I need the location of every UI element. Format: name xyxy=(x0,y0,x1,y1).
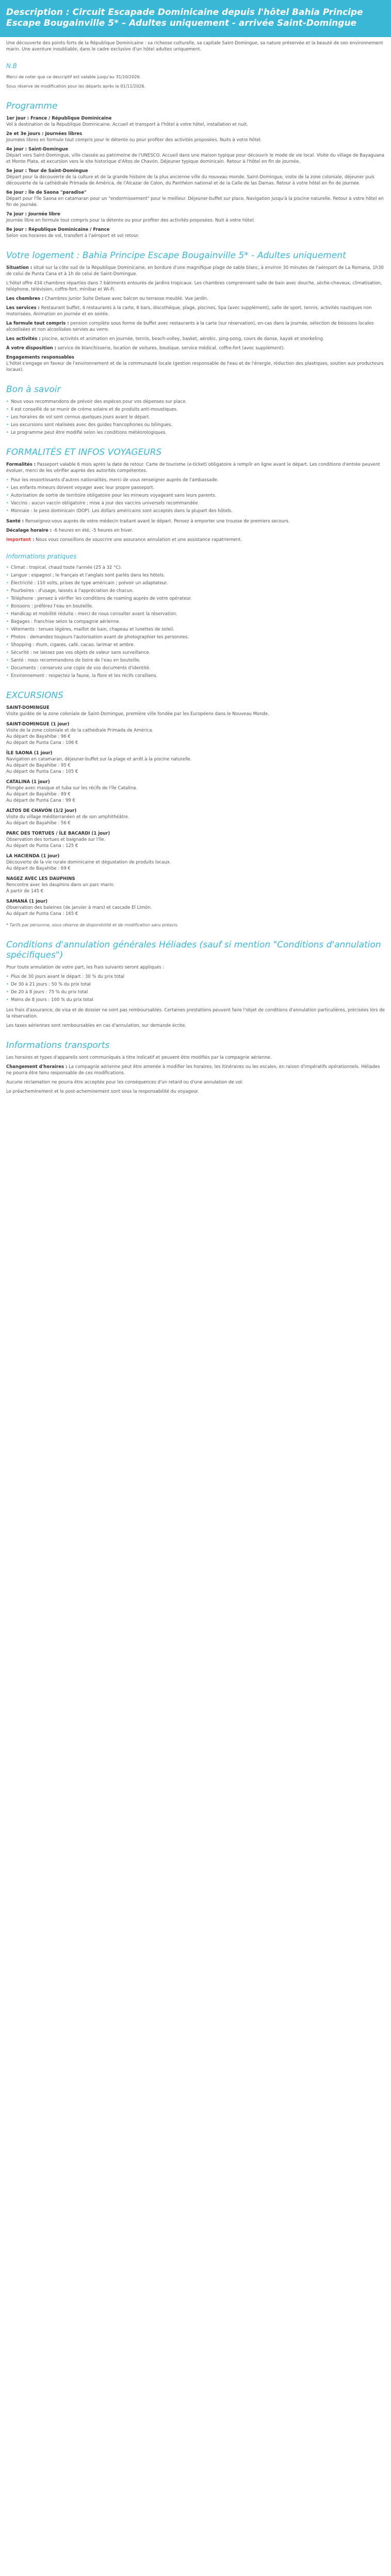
day-text: Selon vos horaires de vol, transfert à l'aéroport et vol retour. xyxy=(6,233,139,239)
transport-text-3: Le préacheminement et le post-acheminement sont sous la responsabilité du voyageur. xyxy=(6,1089,199,1094)
formula-label: La formule tout compris : xyxy=(6,321,69,326)
excursion-line: Au départ de Bayahibe : 89 € xyxy=(6,792,71,797)
bullet-icon: • xyxy=(6,430,9,435)
list-item: • Téléphone : pensez à vérifier les conditions de roaming auprès de votre opérateur. xyxy=(6,596,192,601)
excursions-heading: EXCURSIONS xyxy=(6,690,63,701)
excursion-line: Au départ de Bayahibe : 96 € xyxy=(6,734,71,739)
day-text: Départ pour l'île Saona en catamaran pour un "endormissement" pour le meilleur. Déjeuner-buffet sur place. Navigation jusqu'à la piscine naturelle. Retour à votre hôtel en fin de journée. xyxy=(6,196,384,208)
excursion-line: Au départ de Punta Cana : 125 € xyxy=(6,843,78,849)
day-item xyxy=(6,190,385,208)
excursion-item xyxy=(6,831,385,849)
day-item xyxy=(6,168,385,187)
excursion-line: Au départ de Punta Cana : 106 € xyxy=(6,740,78,745)
activities-text: piscine, activités et animation en journée, tennis, beach-volley, basket, aérobic, ping-pong, cours de danse, kayak et snorkeling. xyxy=(42,336,324,342)
page xyxy=(0,0,391,1129)
bullet-icon: • xyxy=(6,612,9,617)
excursion-item xyxy=(6,899,385,917)
excursion-line: Plongée avec masque et tuba sur les récifs de l'île Catalina. xyxy=(6,786,138,791)
excursion-line: Au départ de Bayahibe : 69 € xyxy=(6,866,71,871)
intro-text: Une découverte des points forts de la République Dominicaine : sa richesse culturelle, sa capitale Saint-Domingue, sa nature préservée et la beauté de son environnement marin. Une aventure inoubliable, dans le cadre exclusive d'un hôtel adultes uniquement. xyxy=(6,41,383,52)
timezone-label: Décalage horaire : xyxy=(6,528,52,533)
bullet-icon: • xyxy=(6,509,9,514)
excursion-line: Au départ de Bayahibe : 95 € xyxy=(6,763,71,768)
day-item xyxy=(6,115,385,128)
transport-heading: Informations transports xyxy=(6,1040,110,1050)
excursions-intro-label: SAINT-DOMINGUE xyxy=(6,705,50,710)
excursion-line: Au départ de Punta Cana : 165 € xyxy=(6,911,78,917)
transport-text-2: Aucune réclamation ne pourra être acceptée pour les conséquences d'un retard ou d'une annulation de vol. xyxy=(6,1080,243,1085)
excursions-intro-text: Visite guidée de la zone coloniale de Saint-Domingue, première ville fondée par les Européens dans le Nouveau Monde. xyxy=(6,711,269,717)
bullet-icon: • xyxy=(6,604,9,609)
rooms-text: Chambres Junior Suite Deluxe avec balcon ou terrasse meublé. Vue jardin. xyxy=(45,296,208,301)
list-item: • Environnement : respectez la faune, la flore et les récifs coralliens. xyxy=(6,673,158,679)
excursion-note: * Tarifs par personne, sous réserve de disponibilité et de modification sans préavis. xyxy=(6,923,179,927)
health-label: Santé : xyxy=(6,519,24,524)
excursion-title: SAINT-DOMINGUE (1 jour) xyxy=(6,722,70,727)
formalities-label: Formalités : xyxy=(6,462,36,467)
excursion-item xyxy=(6,876,385,894)
bullet-icon: • xyxy=(6,415,9,420)
list-item: • Nous vous recommandons de prévoir des espèces pour vos dépenses sur place. xyxy=(6,399,187,404)
excursion-title: CATALINA (1 jour) xyxy=(6,779,50,785)
practical-info-heading: Informations pratiques xyxy=(6,553,77,560)
list-item: • Moins de 8 jours : 100 % du prix total xyxy=(6,997,93,1003)
day-text: Départ pour la découverte de la culture et de la grande histoire de la plus ancienne ville du nouveau monde. Saint-Domingue, visite de la zone coloniale, déjeuner puis découverte de la cathédrale Primada de América, de l'Alcazar de Colon, du Panthéon national et de la Calle de las Damas. Retour à votre hôtel en fin de journée. xyxy=(6,175,374,186)
excursion-line: Navigation en catamaran, déjeuner-buffet sur la plage et arrêt à la piscine naturelle. xyxy=(6,757,192,762)
excursion-line: Visite de la zone coloniale et de la cathédrale Primada de América. xyxy=(6,728,154,733)
list-item: • Vêtements : tenues légères, maillot de bain, chapeau et lunettes de soleil. xyxy=(6,627,174,632)
bullet-icon: • xyxy=(6,485,9,490)
good-to-know-heading: Bon à savoir xyxy=(6,384,61,395)
bullet-icon: • xyxy=(6,399,9,404)
conditions-intro: Pour toute annulation de votre part, les frais suivants seront appliqués : xyxy=(6,965,165,970)
activities-label: Les activités : xyxy=(6,336,41,342)
conditions-text: Les frais d'assurance, de visa et de dossier ne sont pas remboursables. Certaines prestations peuvent faire l'objet de conditions d'annulation particulières, précisées lors de la réservation. xyxy=(6,1008,385,1019)
bullet-icon: • xyxy=(6,478,9,483)
day-text: Départ vers Saint-Domingue, ville classée au patrimoine de l'UNESCO. Accueil dans une maison typique pour découvrir le mode de vie local. Visite du village de Bayaguana et Monte Plata, et excursion vers le site historique d'Altos de Chavón. Déjeuner typique dominicain. Retour à l'hôtel en fin de journée. xyxy=(6,153,385,164)
bullet-icon: • xyxy=(6,422,9,428)
situation-text: situé sur la côte sud de la République Dominicaine, en bordure d'une magnifique plage de sable blanc, à environ 30 minutes de l'aéroport de La Romana, 1h30 de celui de Punta Cana et à 1h de celui de Saint-Domingue. xyxy=(6,265,384,277)
nb-text-1: Merci de noter que ce descriptif est valable jusqu'au 31/10/2026. xyxy=(6,75,141,79)
formalities-heading: FORMALITÉS ET INFOS VOYAGEURS xyxy=(6,447,162,457)
excursion-line: Au départ de Punta Cana : 105 € xyxy=(6,769,78,774)
list-item: • Les excursions sont réalisées avec des guides francophones ou bilingues. xyxy=(6,422,173,428)
list-item: • Vaccins : aucun vaccin obligatoire ; mise à jour des vaccins universels recommandée. xyxy=(6,501,200,506)
engagement-text: L'hôtel s'engage en faveur de l'environnement et de la communauté locale (gestion responsable de l'eau et de l'énergie, réduction des plastiques, soutien aux producteurs locaux). xyxy=(6,361,384,372)
bullet-icon: • xyxy=(6,573,9,578)
day-item xyxy=(6,227,385,239)
list-item: • De 30 à 21 jours : 50 % du prix total xyxy=(6,982,91,987)
excursion-line: Visite du village méditerranéen et de son amphithéâtre. xyxy=(6,815,129,820)
excursion-title: ÎLE SAONA (1 jour) xyxy=(6,751,53,756)
bullet-icon: • xyxy=(6,673,9,679)
formalities-text: Passeport valable 6 mois après la date de retour. Carte de tourisme (e-ticket) obligatoire à remplir en ligne avant le départ. Les conditions d'entrée peuvent évoluer, merci de les vérifier auprès des autorités compétentes. xyxy=(6,462,380,473)
bullet-icon: • xyxy=(6,635,9,640)
list-item: • Sécurité : ne laissez pas vos objets de valeur sans surveillance. xyxy=(6,650,151,655)
bullet-icon: • xyxy=(6,650,9,655)
excursion-line: Observation des baleines (de janvier à mars) et cascade El Limón. xyxy=(6,905,152,910)
day-text: Journée libre en formule tout compris pour la détente ou pour profiter des activités proposées. Nuit à votre hôtel. xyxy=(6,218,255,223)
list-item: • Le programme peut être modifié selon les conditions météorologiques. xyxy=(6,430,167,435)
main-content xyxy=(0,40,391,1095)
conditions-list xyxy=(6,974,385,1003)
bullet-icon: • xyxy=(6,974,9,979)
excursion-title: ALTOS DE CHAVÓN (1/2 jour) xyxy=(6,808,77,814)
list-item: • Climat : tropical, chaud toute l'année (25 à 32 °C). xyxy=(6,565,122,570)
excursion-title: NAGEZ AVEC LES DAUPHINS xyxy=(6,876,75,882)
day-label: 7e jour : Journée libre xyxy=(6,212,60,217)
excursion-item xyxy=(6,750,385,775)
nb-title: N.B xyxy=(6,62,18,70)
day-label: 2e et 3e jours : Journées libres xyxy=(6,131,83,137)
formula-text: pension complète sous forme de buffet avec restaurants à la carte (sur réservation), en-cas dans la journée, sélection de boissons locales alcoolisées et non alcoolisées servies au verre. xyxy=(6,321,374,332)
schedule-change-text: La compagnie aérienne peut être amenée à modifier les horaires, les itinéraires ou les escales, en raison d'impératifs opérationnels. Héliades ne pourra être tenu responsable de ces modifications. xyxy=(6,1064,380,1076)
day-item xyxy=(6,146,385,165)
page-title: Description : Circuit Escapade Dominicaine depuis l'hôtel Bahia Principe Escape Bougainville 5* – Adultes uniquement - arrivée Saint-Domingue xyxy=(6,7,363,28)
excursion-title: LA HACIENDA (1 jour) xyxy=(6,854,60,859)
bullet-icon: • xyxy=(6,627,9,632)
day-text: Vol à destination de la République Dominicaine. Accueil et transport à l'hôtel à votre hôtel, installation et nuit. xyxy=(6,122,248,127)
important-text: Nous vous conseillons de souscrire une assurance annulation et une assistance rapatriement. xyxy=(36,537,242,543)
services-label: Les services : xyxy=(6,306,40,311)
rooms-label: Les chambres : xyxy=(6,296,44,301)
list-item: • Pourboires : d'usage, laissés à l'appréciation de chacun. xyxy=(6,588,134,594)
programme-days xyxy=(6,115,385,239)
list-item: • De 20 à 8 jours : 75 % du prix total xyxy=(6,990,88,995)
list-item: • Électricité : 110 volts, prises de type américain ; prévoir un adaptateur. xyxy=(6,581,168,586)
excursion-title: PARC DES TORTUES / ÎLE BACARDI (1 jour) xyxy=(6,831,110,836)
bullet-icon: • xyxy=(6,407,9,412)
bullet-icon: • xyxy=(6,997,9,1003)
situation-label: Situation : xyxy=(6,265,32,270)
services-text: Restaurant buffet, 4 restaurants à la carte, 6 bars, discothèque, plage, piscines, Spa (avec supplément), salle de sport, tennis, activités nautiques non motorisées. Animation en journée et en soirée. xyxy=(6,306,372,317)
bullet-icon: • xyxy=(6,642,9,648)
day-label: 8e jour : République Dominicaine / France xyxy=(6,227,110,232)
hotel-desc: L'hôtel offre 434 chambres réparties dans 7 bâtiments entourés de jardins tropicaux. Les chambres comprennent salle de bain avec douche, sèche-cheveux, climatisation, téléphone, télévision, coffre-fort, minibar et Wi-Fi. xyxy=(6,281,382,292)
day-text: Journées libres en formule tout compris pour le détente ou pour profiter des activités proposées. Nuits à votre hôtel. xyxy=(6,138,262,143)
bullet-icon: • xyxy=(6,982,9,987)
conditions-heading: Conditions d'annulation générales Héliades (sauf si mention "Conditions d'annulation spécifiques") xyxy=(6,940,381,960)
bullet-icon: • xyxy=(6,565,9,570)
excursion-title: SAMANÁ (1 jour) xyxy=(6,899,48,904)
bullet-icon: • xyxy=(6,501,9,506)
excursion-line: Au départ de Punta Cana : 99 € xyxy=(6,798,75,803)
day-label: 4e jour : Saint-Domingue xyxy=(6,147,68,152)
list-item: • Pour les ressortissants d'autres nationalités, merci de vous renseigner auprès de l'ambassade. xyxy=(6,478,219,483)
engagement-label: Engagements responsables xyxy=(6,355,74,360)
extra-label: À votre disposition : xyxy=(6,346,57,351)
excursion-list xyxy=(6,721,385,917)
conditions-text-2: Les taxes aériennes sont remboursables en cas d'annulation, sur demande écrite. xyxy=(6,1023,186,1028)
list-item: • Les horaires de vol sont connus quelques jours avant le départ. xyxy=(6,415,151,420)
day-item xyxy=(6,131,385,143)
bullet-icon: • xyxy=(6,588,9,594)
excursion-line: À partir de 145 € xyxy=(6,889,44,894)
excursion-item xyxy=(6,779,385,804)
good-to-know-list xyxy=(6,399,385,436)
excursion-line: Découverte de la vie rurale dominicaine et dégustation de produits locaux. xyxy=(6,860,171,865)
transport-text: Les horaires et types d'appareils sont communiqués à titre indicatif et peuvent être modifiés par la compagnie aérienne. xyxy=(6,1055,272,1060)
hotel-heading: Votre logement : Bahia Principe Escape Bougainville 5* - Adultes uniquement xyxy=(6,250,346,261)
practical-info-list xyxy=(6,565,385,679)
programme-heading: Programme xyxy=(6,101,58,111)
list-item: • Boissons : préférez l'eau en bouteille. xyxy=(6,604,93,609)
day-label: 5e jour : Tour de Saint-Domingue xyxy=(6,168,88,174)
list-item: • Il est conseillé de se munir de crème solaire et de produits anti-moustiques. xyxy=(6,407,178,412)
title-banner xyxy=(0,0,391,37)
list-item: • Monnaie : le peso dominicain (DOP). Les dollars américains sont acceptés dans la plupart des hôtels. xyxy=(6,509,233,514)
list-item: • Langue : espagnol ; le français et l'anglais sont parlés dans les hôtels. xyxy=(6,573,165,578)
excursion-line: Au départ de Bayahibe : 56 € xyxy=(6,821,71,826)
list-item: • Photos : demandez toujours l'autorisation avant de photographier les personnes. xyxy=(6,635,189,640)
list-item: • Les enfants mineurs doivent voyager avec leur propre passeport. xyxy=(6,485,155,490)
health-text: Renseignez-vous auprès de votre médecin traitant avant le départ. Pensez à emporter une trousse de premiers secours. xyxy=(25,519,290,524)
important-label: Important : xyxy=(6,537,35,543)
list-item: • Handicap et mobilité réduite : merci de nous consulter avant la réservation. xyxy=(6,612,177,617)
excursion-item xyxy=(6,808,385,826)
list-item: • Santé : nous recommandons de boire de l'eau en bouteille. xyxy=(6,658,141,663)
day-label: 6e jour : Île de Saona "paradise" xyxy=(6,190,87,195)
day-item xyxy=(6,211,385,224)
bullet-icon: • xyxy=(6,596,9,601)
bullet-icon: • xyxy=(6,658,9,663)
bullet-icon: • xyxy=(6,581,9,586)
bullet-icon: • xyxy=(6,493,9,498)
bullet-icon: • xyxy=(6,619,9,624)
bullet-icon: • xyxy=(6,666,9,671)
list-item: • Documents : conservez une copie de vos documents d'identité. xyxy=(6,666,151,671)
timezone-text: -6 heures en été, -5 heures en hiver. xyxy=(53,528,133,533)
schedule-change-label: Changement d'horaires : xyxy=(6,1064,68,1070)
nb-text-2: Sous réserve de modification pour les départs après le 01/11/2026. xyxy=(6,84,146,89)
excursion-item xyxy=(6,853,385,872)
list-item: • Autorisation de sortie de territoire obligatoire pour les mineurs voyageant sans leurs parents. xyxy=(6,493,217,498)
formalities-list xyxy=(6,477,385,514)
list-item: • Plus de 30 jours avant le départ : 30 % du prix total xyxy=(6,974,125,979)
list-item: • Shopping : rhum, cigares, café, cacao, larimar et ambre. xyxy=(6,642,135,648)
excursion-line: Observation des tortues et baignade sur l'île. xyxy=(6,837,106,842)
excursion-line: Rencontre avec les dauphins dans un parc marin. xyxy=(6,883,115,888)
bullet-icon: • xyxy=(6,990,9,995)
day-label: 1er jour : France / République Dominicaine xyxy=(6,116,112,121)
excursion-item xyxy=(6,721,385,746)
list-item: • Bagages : franchise selon la compagnie aérienne. xyxy=(6,619,121,624)
extra-text: service de blanchisserie, location de voitures, boutique, service médical, coffre-fort (avec supplément). xyxy=(57,346,285,351)
